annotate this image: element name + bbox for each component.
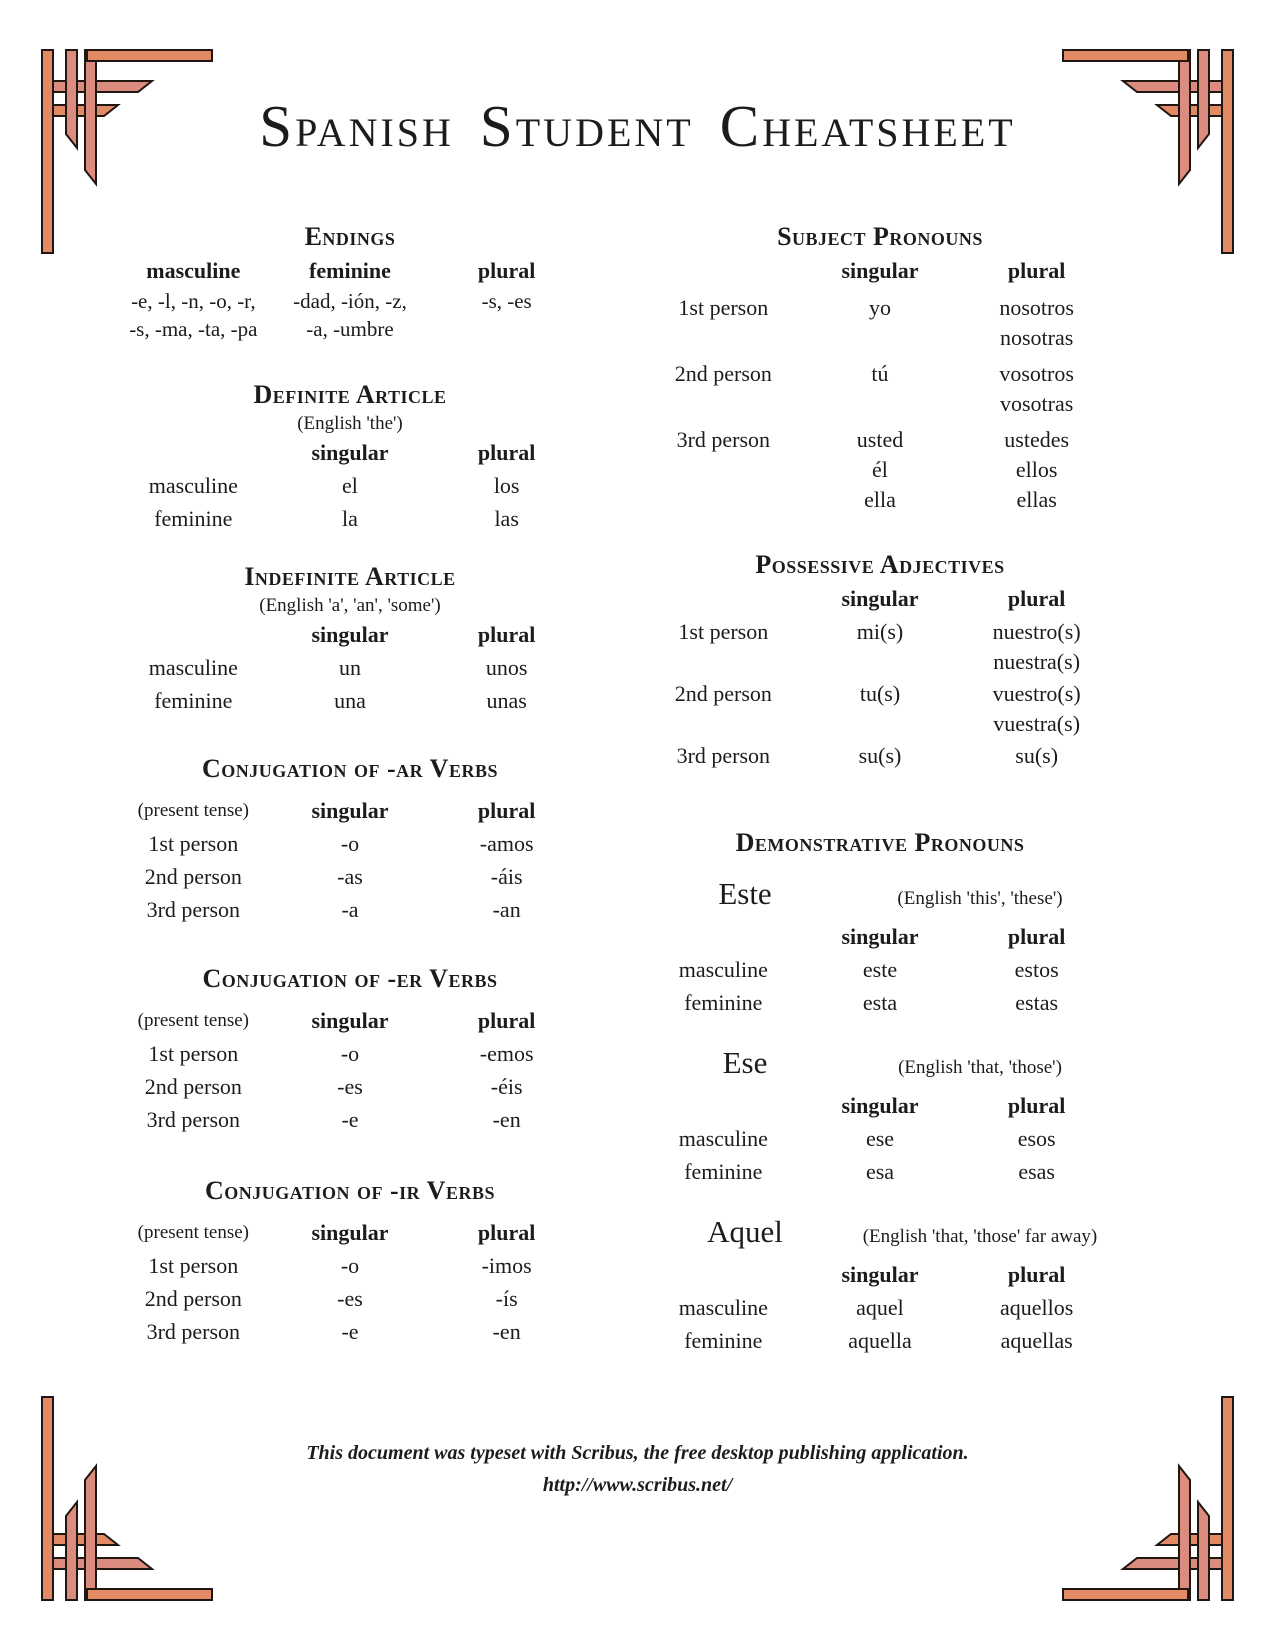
title-initial: S xyxy=(259,93,296,159)
section-endings xyxy=(115,220,585,343)
plural-header: plural xyxy=(477,798,536,823)
value-plural: esas xyxy=(1018,1159,1055,1184)
row-label: 1st person xyxy=(148,1041,239,1066)
row-label: feminine xyxy=(684,990,763,1015)
row-label: masculine xyxy=(678,957,768,982)
row-label: feminine xyxy=(684,1159,763,1184)
singular-header: singular xyxy=(311,440,389,465)
value-singular: una xyxy=(334,688,366,713)
value-plural: unas xyxy=(486,688,527,713)
empty-cell xyxy=(645,1089,802,1122)
value-plural: estas xyxy=(1015,990,1059,1015)
adjective: tu(s) xyxy=(859,681,901,706)
subject-pronouns-table xyxy=(645,254,1115,515)
group-note: (English 'that, 'those' far away) xyxy=(862,1226,1098,1247)
adjective: vuestro(s) xyxy=(992,681,1081,706)
value-plural: estos xyxy=(1014,957,1059,982)
value-plural: aquellos xyxy=(1000,1295,1074,1320)
value-singular: -es xyxy=(337,1286,363,1311)
row-label: 1st person xyxy=(148,1253,239,1278)
value-plural: -en xyxy=(492,1107,521,1132)
pronoun: ella xyxy=(864,487,896,512)
value-plural: -éis xyxy=(490,1074,523,1099)
section-subtitle: (English 'the') xyxy=(297,413,403,434)
empty-cell xyxy=(645,582,802,615)
singular-header: singular xyxy=(841,258,919,283)
value-singular: -a xyxy=(341,897,359,922)
empty-cell xyxy=(645,254,802,287)
section-heading: Demonstrative Pronouns xyxy=(735,828,1025,857)
endings-column-masculine xyxy=(115,254,272,343)
section-heading: Possessive Adjectives xyxy=(755,550,1005,579)
row-label: 1st person xyxy=(678,295,769,320)
row-label: masculine xyxy=(678,1126,768,1151)
value-plural: -an xyxy=(492,897,521,922)
value-singular: aquel xyxy=(856,1295,904,1320)
value-plural: -imos xyxy=(481,1253,532,1278)
section-conjugation-ir xyxy=(115,1174,585,1348)
plural-header: plural xyxy=(1007,1262,1066,1287)
value-singular xyxy=(802,359,959,419)
value-plural: -en xyxy=(492,1319,521,1344)
singular-header: singular xyxy=(841,586,919,611)
singular-header: singular xyxy=(311,798,389,823)
empty-cell xyxy=(115,436,272,469)
value-singular xyxy=(802,679,959,739)
section-heading: Conjugation of -ir Verbs xyxy=(205,1176,495,1205)
section-demonstrative-pronouns xyxy=(645,826,1115,1357)
singular-header: singular xyxy=(841,1093,919,1118)
plural-header: plural xyxy=(1007,258,1066,283)
section-indefinite-article xyxy=(115,560,585,717)
value-plural: -amos xyxy=(479,831,534,856)
title-word xyxy=(719,93,1016,159)
row-label: feminine xyxy=(684,1328,763,1353)
value-singular: -e xyxy=(341,1107,359,1132)
value-plural xyxy=(958,617,1115,677)
endings-line: -s, -es xyxy=(481,289,532,313)
value-singular: esta xyxy=(862,990,898,1015)
adjective: nuestra(s) xyxy=(993,649,1081,674)
group-name: Este xyxy=(718,876,772,911)
section-definite-article xyxy=(115,378,585,535)
row-label: 1st person xyxy=(678,619,769,644)
present-tense-note: (present tense) xyxy=(137,1010,249,1031)
value-singular xyxy=(802,293,959,353)
group-name: Ese xyxy=(722,1045,768,1080)
title-word xyxy=(479,93,694,159)
value-plural xyxy=(958,741,1115,771)
empty-cell xyxy=(115,618,272,651)
row-label: 3rd person xyxy=(676,743,771,768)
value-singular: -e xyxy=(341,1319,359,1344)
pronoun: ellas xyxy=(1016,487,1057,512)
row-label: 3rd person xyxy=(146,897,241,922)
value-plural xyxy=(958,359,1115,419)
value-plural xyxy=(958,679,1115,739)
value-plural: -áis xyxy=(490,864,523,889)
endings-table xyxy=(115,254,585,343)
singular-header: singular xyxy=(841,924,919,949)
value-singular xyxy=(802,425,959,515)
section-heading: Endings xyxy=(304,222,396,251)
value-singular: la xyxy=(342,506,358,531)
ese-table xyxy=(645,1089,1115,1188)
adjective: su(s) xyxy=(1015,743,1059,768)
empty-cell xyxy=(645,1258,802,1291)
adjective: su(s) xyxy=(858,743,902,768)
section-heading: Conjugation of -ar Verbs xyxy=(202,754,498,783)
value-plural: unos xyxy=(485,655,528,680)
group-note: (English 'this', 'these') xyxy=(897,888,1063,909)
title-initial: S xyxy=(479,93,516,159)
section-conjugation-ar xyxy=(115,752,585,926)
section-possessive-adjectives xyxy=(645,548,1115,771)
row-label: 3rd person xyxy=(146,1107,241,1132)
value-singular: -es xyxy=(337,1074,363,1099)
plural-header: plural xyxy=(477,622,536,647)
column-header: masculine xyxy=(146,258,241,283)
row-label: masculine xyxy=(148,473,238,498)
conjugation-ar-table xyxy=(115,794,585,926)
row-label: masculine xyxy=(678,1295,768,1320)
row-label: 2nd person xyxy=(144,864,242,889)
pronoun: nosotras xyxy=(1000,325,1074,350)
endings-column-plural xyxy=(428,254,585,343)
title-rest: HEATSHEET xyxy=(762,110,1016,155)
column-header: plural xyxy=(477,258,536,283)
title-rest: TUDENT xyxy=(515,110,694,155)
pronoun: nosotros xyxy=(999,295,1074,320)
value-singular: el xyxy=(342,473,358,498)
endings-line: -dad, -ión, -z, xyxy=(293,289,407,313)
title-initial: C xyxy=(719,93,763,159)
adjective: nuestro(s) xyxy=(992,619,1081,644)
adjective: mi(s) xyxy=(856,619,904,644)
present-tense-note: (present tense) xyxy=(137,800,249,821)
section-heading: Indefinite Article xyxy=(244,562,456,591)
value-plural: esos xyxy=(1017,1126,1056,1151)
value-singular: un xyxy=(338,655,361,680)
demonstrative-group-ese xyxy=(645,1043,1115,1083)
value-singular: -as xyxy=(337,864,363,889)
row-label: feminine xyxy=(154,506,233,531)
value-plural: las xyxy=(494,506,519,531)
value-singular: -o xyxy=(340,831,360,856)
singular-header: singular xyxy=(311,1220,389,1245)
value-singular: -o xyxy=(340,1041,360,1066)
plural-header: plural xyxy=(1007,586,1066,611)
section-heading: Subject Pronouns xyxy=(777,222,983,251)
value-singular: aquella xyxy=(848,1328,912,1353)
row-label: 2nd person xyxy=(144,1286,242,1311)
value-plural xyxy=(958,425,1115,515)
row-label: feminine xyxy=(154,688,233,713)
pronoun: vosotras xyxy=(1000,391,1074,416)
pronoun: él xyxy=(872,457,888,482)
value-plural: -emos xyxy=(479,1041,534,1066)
value-plural: aquellas xyxy=(1000,1328,1073,1353)
footer-url: http://www.scribus.net/ xyxy=(542,1474,733,1496)
row-label: 2nd person xyxy=(674,361,772,386)
endings-line: -e, -l, -n, -o, -r, xyxy=(131,289,256,313)
column-header: feminine xyxy=(309,258,391,283)
endings-column-feminine xyxy=(272,254,429,343)
row-label: 2nd person xyxy=(144,1074,242,1099)
singular-header: singular xyxy=(311,622,389,647)
plural-header: plural xyxy=(1007,1093,1066,1118)
page-title xyxy=(0,92,1275,161)
value-singular xyxy=(802,617,959,677)
conjugation-er-table xyxy=(115,1004,585,1136)
row-label: 2nd person xyxy=(674,681,772,706)
pronoun: yo xyxy=(868,295,891,320)
value-plural xyxy=(958,293,1115,353)
endings-line: -s, -ma, -ta, -pa xyxy=(129,317,258,341)
pronoun: ellos xyxy=(1015,457,1058,482)
pronoun: vosotros xyxy=(999,361,1074,386)
aquel-table xyxy=(645,1258,1115,1357)
value-singular: este xyxy=(862,957,898,982)
plural-header: plural xyxy=(477,1008,536,1033)
group-name: Aquel xyxy=(707,1214,783,1249)
present-tense-note: (present tense) xyxy=(137,1222,249,1243)
pronoun: tú xyxy=(871,361,889,386)
row-label: 3rd person xyxy=(146,1319,241,1344)
pronoun: ustedes xyxy=(1004,427,1070,452)
title-word xyxy=(259,93,454,159)
endings-line: -a, -umbre xyxy=(306,317,394,341)
title-rest: PANISH xyxy=(295,110,454,155)
demonstrative-group-aquel xyxy=(645,1212,1115,1252)
plural-header: plural xyxy=(1007,924,1066,949)
indefinite-article-table xyxy=(115,618,585,717)
empty-cell xyxy=(645,920,802,953)
demonstrative-group-este xyxy=(645,874,1115,914)
value-plural: -ís xyxy=(495,1286,518,1311)
section-subtitle: (English 'a', 'an', 'some') xyxy=(259,595,441,616)
este-table xyxy=(645,920,1115,1019)
conjugation-ir-table xyxy=(115,1216,585,1348)
value-singular: ese xyxy=(865,1126,895,1151)
section-heading: Conjugation of -er Verbs xyxy=(202,964,498,993)
value-singular: -o xyxy=(340,1253,360,1278)
row-label: masculine xyxy=(148,655,238,680)
row-label: 1st person xyxy=(148,831,239,856)
section-heading: Definite Article xyxy=(253,380,447,409)
section-conjugation-er xyxy=(115,962,585,1136)
row-label: 3rd person xyxy=(676,427,771,452)
singular-header: singular xyxy=(311,1008,389,1033)
group-note: (English 'that, 'those') xyxy=(898,1057,1062,1078)
footer-credit: This document was typeset with Scribus, the free desktop publishing application. xyxy=(306,1442,969,1464)
pronoun: usted xyxy=(856,427,904,452)
plural-header: plural xyxy=(477,1220,536,1245)
adjective: vuestra(s) xyxy=(993,711,1081,736)
plural-header: plural xyxy=(477,440,536,465)
section-subject-pronouns xyxy=(645,220,1115,515)
singular-header: singular xyxy=(841,1262,919,1287)
value-singular: esa xyxy=(865,1159,895,1184)
value-singular xyxy=(802,741,959,771)
possessive-adjectives-table xyxy=(645,582,1115,771)
definite-article-table xyxy=(115,436,585,535)
value-plural: los xyxy=(493,473,520,498)
